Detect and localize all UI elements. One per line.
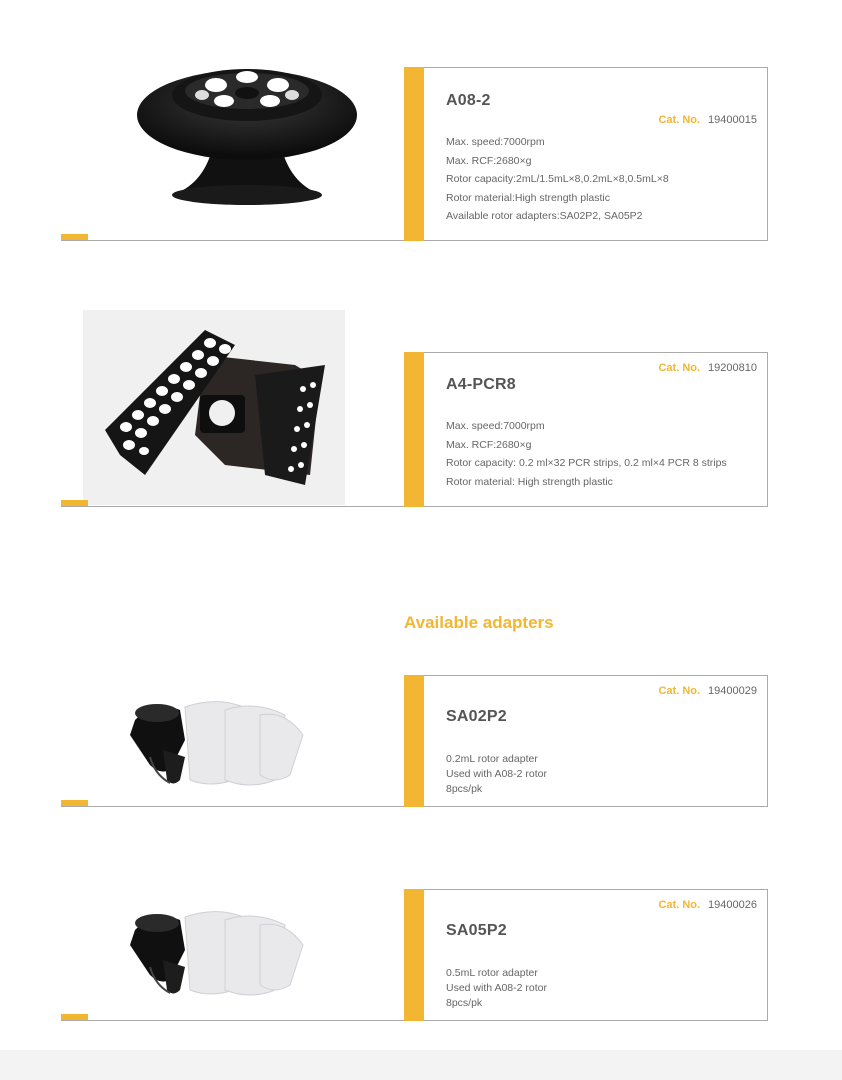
accent-tab <box>61 1014 88 1020</box>
spec-item: Max. speed:7000rpm <box>446 420 545 432</box>
cat-no-value: 19200810 <box>708 362 757 374</box>
spec-item: 8pcs/pk <box>446 997 483 1009</box>
spec-list <box>446 752 547 797</box>
rotor-adapter-image <box>125 905 305 1000</box>
product-card <box>404 675 768 807</box>
spec-list <box>446 417 727 491</box>
spec-item: 0.5mL rotor adapter <box>446 967 538 979</box>
accent-tab <box>61 800 88 806</box>
accent-tab <box>61 234 88 240</box>
spec-item: Max. speed:7000rpm <box>446 136 545 148</box>
cat-no-value: 19400015 <box>708 114 757 126</box>
spec-item: Rotor material: High strength plastic <box>446 475 613 488</box>
spec-item: Rotor material:High strength plastic <box>446 191 610 204</box>
cat-no-value: 19400029 <box>708 685 757 697</box>
cat-no-label: Cat. No. <box>658 899 701 911</box>
catalog-number <box>658 685 757 697</box>
accent-bar <box>404 352 424 507</box>
spec-item: 0.2mL rotor adapter <box>446 753 538 765</box>
spec-item: Rotor capacity:2mL/1.5mL×8,0.2mL×8,0.5mL×8 <box>446 173 669 185</box>
section-heading: Available adapters <box>404 613 554 632</box>
catalog-number <box>658 899 757 911</box>
cat-no-label: Cat. No. <box>658 685 701 697</box>
product-card <box>404 352 768 507</box>
product-name: SA05P2 <box>446 922 507 939</box>
spec-list <box>446 966 547 1011</box>
cat-no-value: 19400026 <box>708 899 757 911</box>
spec-item: Max. RCF:2680×g <box>446 154 532 167</box>
product-name: SA02P2 <box>446 708 507 725</box>
product-name: A4-PCR8 <box>446 376 516 393</box>
spec-item: Rotor capacity: 0.2 ml×32 PCR strips, 0.2 ml×4 PCR 8 strips <box>446 457 727 469</box>
spec-item: Available rotor adapters:SA02P2, SA05P2 <box>446 210 643 222</box>
spec-item: 8pcs/pk <box>446 783 483 795</box>
accent-bar <box>404 67 424 241</box>
accent-tab <box>61 500 88 506</box>
accent-bar <box>404 889 424 1021</box>
catalog-number <box>658 114 757 126</box>
pcr-strip-rotor-image <box>105 325 330 490</box>
catalog-number <box>658 362 757 374</box>
spec-item: Used with A08-2 rotor <box>446 982 547 994</box>
page-footer-band <box>0 1050 842 1080</box>
spec-item: Max. RCF:2680×g <box>446 438 532 451</box>
fixed-angle-rotor-image <box>132 55 362 215</box>
accent-bar <box>404 675 424 807</box>
rotor-adapter-image <box>125 695 305 790</box>
cat-no-label: Cat. No. <box>658 114 701 126</box>
spec-item: Used with A08-2 rotor <box>446 768 547 780</box>
product-name: A08-2 <box>446 92 491 109</box>
cat-no-label: Cat. No. <box>658 362 701 374</box>
product-card <box>404 67 768 241</box>
product-card <box>404 889 768 1021</box>
spec-list <box>446 133 669 226</box>
